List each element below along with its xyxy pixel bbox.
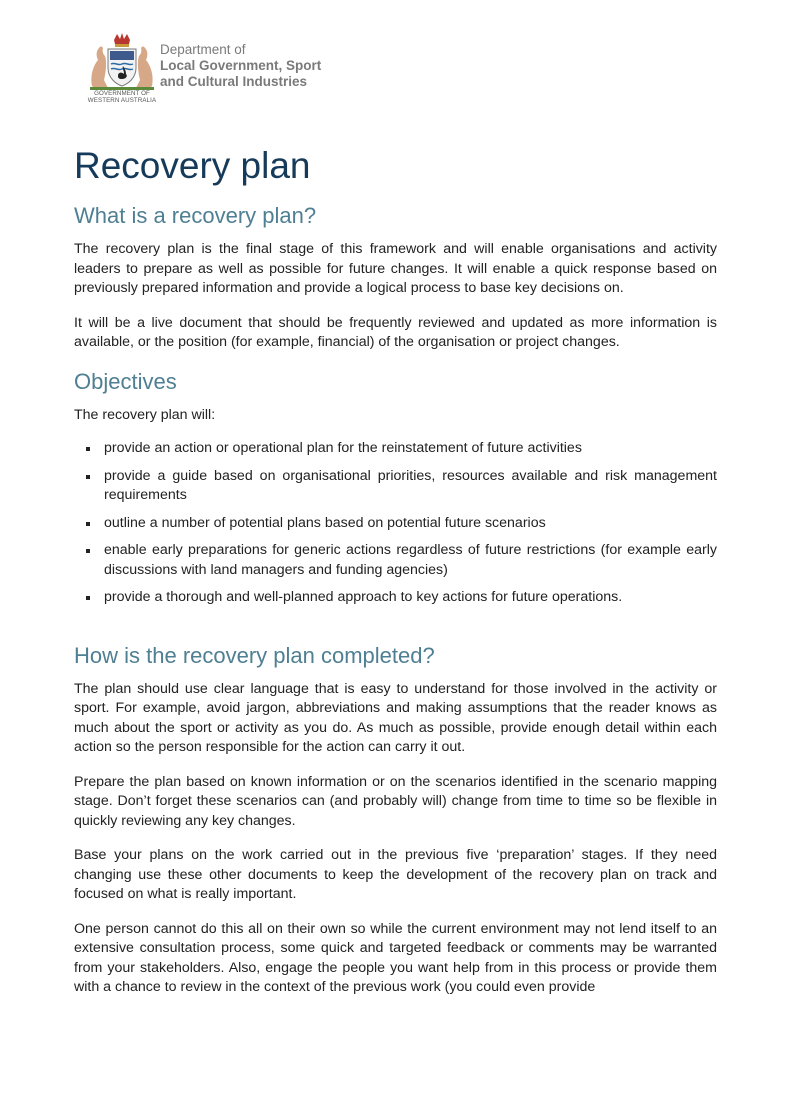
paragraph: Prepare the plan based on known information or on the scenarios identified in the scenario mapping stage. Don’t forget these scenarios can (and probably will) change from time to time so be flexible in quickly reviewing any key changes. xyxy=(74,773,717,829)
department-name-line3: and Cultural Industries xyxy=(160,74,308,89)
crest-caption xyxy=(84,90,160,104)
list-item xyxy=(74,467,717,506)
list-item xyxy=(74,514,717,534)
department-name xyxy=(160,42,321,90)
bullet-icon xyxy=(86,596,90,600)
paragraph: It will be a live document that should be frequently reviewed and updated as more information is available, or the position (for example, financial) of the organisation or project changes. xyxy=(74,314,717,350)
list-item-text: provide an action or operational plan for the reinstatement of future activities xyxy=(104,440,582,456)
list-item-text: provide a guide based on organisational priorities, resources available and risk management requirements xyxy=(104,467,717,503)
list-item xyxy=(74,541,717,580)
section-heading-what: What is a recovery plan? xyxy=(74,203,317,228)
list-item-text: provide a thorough and well-planned approach to key actions for future operations. xyxy=(104,589,623,605)
list-item xyxy=(74,439,717,459)
section-heading-objectives: Objectives xyxy=(74,368,177,394)
objectives-intro: The recovery plan will: xyxy=(74,406,216,423)
bullet-icon xyxy=(86,522,90,526)
paragraph: One person cannot do this all on their own so while the current environment may not lend itself to an extensive consultation process, some quick and targeted feedback or comments may be warranted from your stakeholders. Also, engage the people you want help from in this process or provide them with a chance to review in the context of the previous work (you could even provide xyxy=(74,920,717,995)
department-logo xyxy=(84,30,344,110)
paragraph: The plan should use clear language that is easy to understand for those involved in the activity or sport. For example, avoid jargon, abbreviations and making assumptions that the reader knows as much about the sport or activity as you do. As much as possible, provide enough detail within each action so the person responsible for the action can carry it out. xyxy=(74,680,717,755)
list-item-text: outline a number of potential plans based on potential future scenarios xyxy=(104,514,546,531)
document-content xyxy=(74,142,717,998)
bullet-icon xyxy=(86,447,90,451)
crest-caption-line2: WESTERN AUSTRALIA xyxy=(87,97,157,104)
department-name-line1: Department of xyxy=(160,42,246,57)
bullet-icon xyxy=(86,475,90,479)
objectives-list xyxy=(74,439,717,608)
bullet-icon xyxy=(86,549,90,553)
coat-of-arms-icon xyxy=(84,32,160,92)
paragraph: The recovery plan is the final stage of this framework and will enable organisations and activity leaders to prepare as well as possible for future changes. It will enable a quick response based on previously prepared information and provide a logical process to base key decisions on. xyxy=(74,241,717,296)
department-name-line2: Local Government, Sport xyxy=(160,58,322,73)
crest-caption-line1: GOVERNMENT OF xyxy=(94,90,150,97)
list-item-text: enable early preparations for generic actions regardless of future restrictions (for example early discussions with land managers and funding agencies) xyxy=(104,542,717,578)
page-title: Recovery plan xyxy=(74,145,311,186)
paragraph: Base your plans on the work carried out in the previous five ‘preparation’ stages. If they need changing use these other documents to keep the development of the recovery plan on track and focused on what is really important. xyxy=(74,847,717,902)
section-heading-how: How is the recovery plan completed? xyxy=(74,642,435,668)
list-item xyxy=(74,588,717,608)
